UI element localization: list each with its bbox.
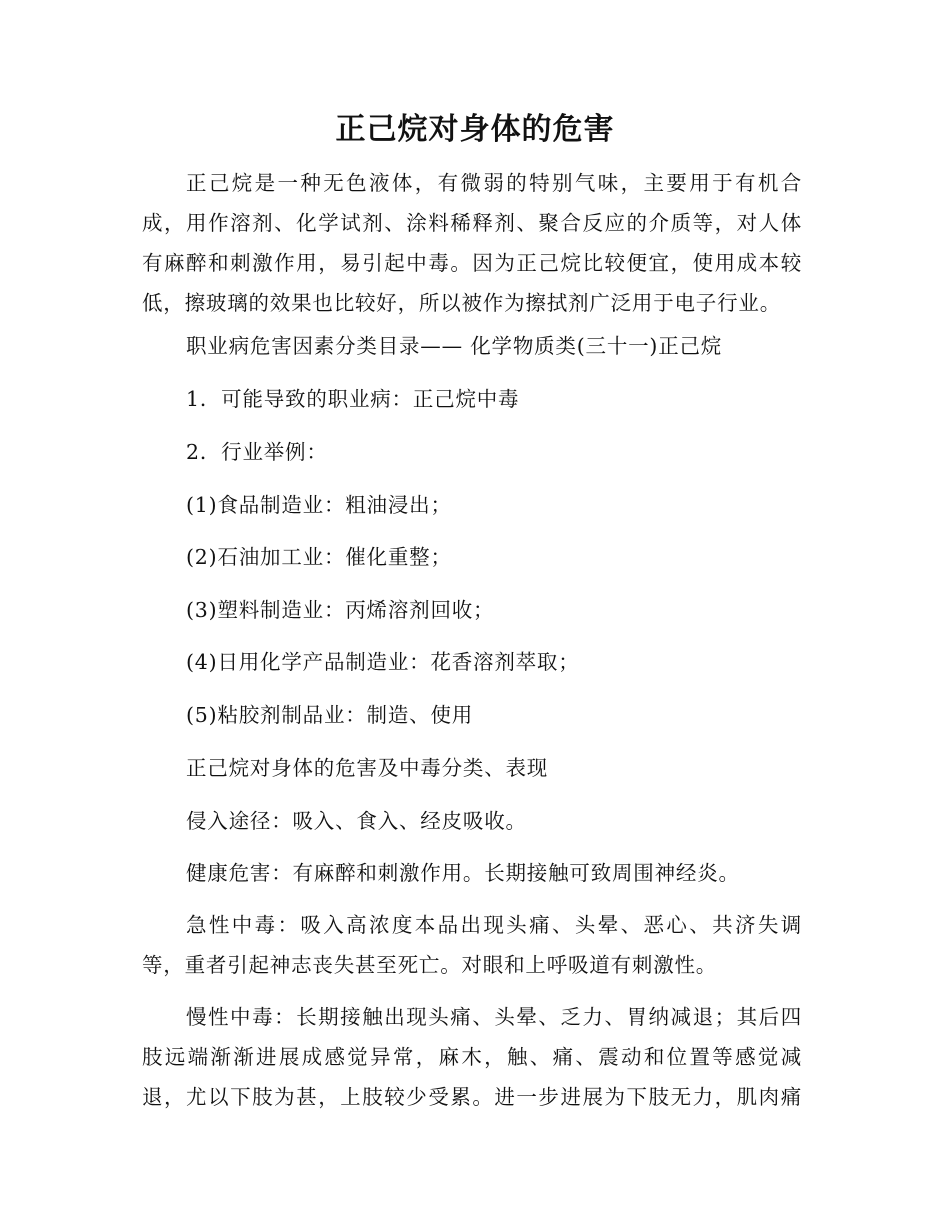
chronic-line: 肢远端渐渐进展成感觉异常，麻木，触、痛、震动和位置等感觉减 <box>142 1045 802 1069</box>
health-hazard: 健康危害：有麻醉和刺激作用。长期接触可致周围神经炎。 <box>186 861 740 885</box>
intro-line: 低，擦玻璃的效果也比较好，所以被作为擦拭剂广泛用于电子行业。 <box>142 291 781 315</box>
industry-item: (3)塑料制造业：丙烯溶剂回收； <box>186 598 495 622</box>
chronic-line: 退，尤以下肢为甚，上肢较少受累。进一步进展为下肢无力，肌肉痛 <box>142 1085 802 1109</box>
industry-item: (4)日用化学产品制造业：花香溶剂萃取； <box>186 650 580 674</box>
document-title: 正己烷对身体的危害 <box>335 112 615 147</box>
intro-paragraph <box>142 163 802 323</box>
industry-item: (2)石油加工业：催化重整； <box>186 545 452 569</box>
industry-item: (5)粘胶剂制品业：制造、使用 <box>186 703 474 727</box>
industry-item: (1)食品制造业：粗油浸出； <box>186 493 452 517</box>
chronic-poisoning-paragraph <box>142 997 802 1117</box>
invasion-route: 侵入途径：吸入、食入、经皮吸收。 <box>186 809 527 833</box>
catalog-line: 职业病危害因素分类目录—— 化学物质类(三十一)正己烷 <box>186 334 723 358</box>
section-heading: 正己烷对身体的危害及中毒分类、表现 <box>186 756 549 780</box>
intro-line: 有麻醉和刺激作用，易引起中毒。因为正己烷比较便宜，使用成本较 <box>142 251 802 275</box>
acute-line: 急性中毒：吸入高浓度本品出现头痛、头晕、恶心、共济失调 <box>186 913 802 937</box>
acute-poisoning-paragraph <box>142 905 802 985</box>
occupational-disease-item: 1．可能导致的职业病：正己烷中毒 <box>186 387 520 411</box>
industry-examples-heading: 2．行业举例： <box>186 440 328 464</box>
intro-line: 正己烷是一种无色液体，有微弱的特别气味，主要用于有机合 <box>186 171 802 195</box>
acute-line: 等，重者引起神志丧失甚至死亡。对眼和上呼吸道有刺激性。 <box>142 953 718 977</box>
intro-line: 成，用作溶剂、化学试剂、涂料稀释剂、聚合反应的介质等，对人体 <box>142 211 802 235</box>
chronic-line: 慢性中毒：长期接触出现头痛、头晕、乏力、胃纳减退；其后四 <box>186 1005 802 1029</box>
